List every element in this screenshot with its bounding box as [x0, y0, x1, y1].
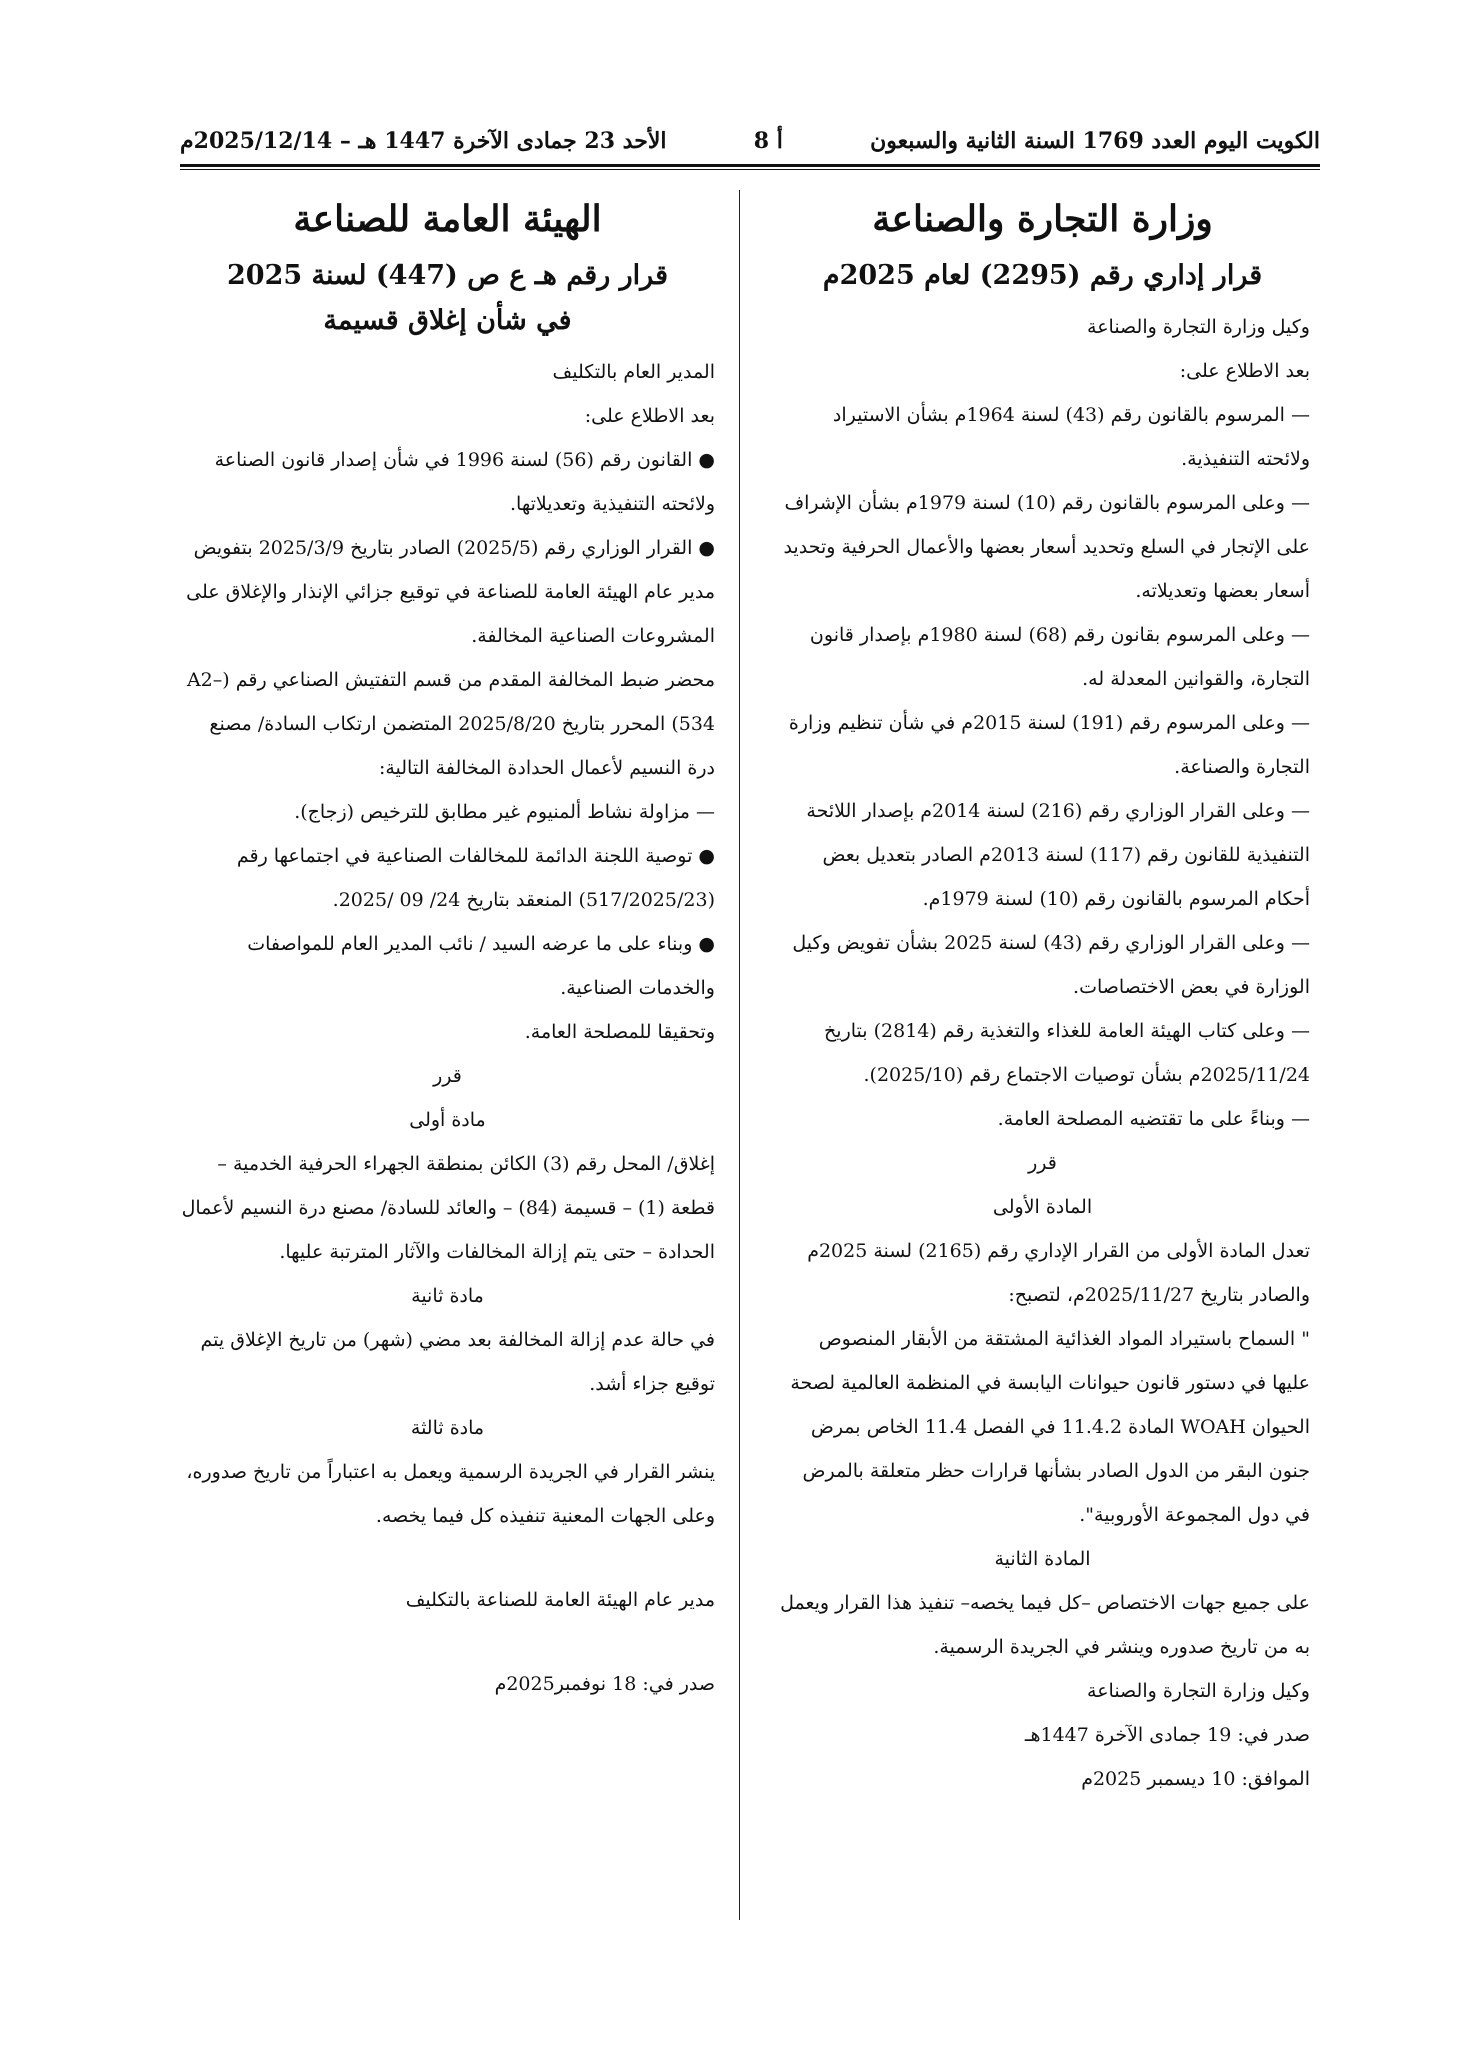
article-2-heading: المادة الثانية: [994, 1548, 1091, 1570]
article-3-heading: مادة ثالثة: [410, 1417, 485, 1439]
header-issue: الكويت اليوم العدد 1769 السنة الثانية والسبعون: [870, 128, 1320, 154]
violation-item: — مزاولة نشاط ألمنيوم غير مطابق للترخيص (زجاج).: [180, 790, 715, 834]
violation-record: محضر ضبط المخالفة المقدم من قسم التفتيش الصناعي رقم (A2–534) المحرر بتاريخ 2025/8/20 المتضمن ارتكاب السادة/ مصنع درة النسيم لأعمال الحدادة المخالفة التالية:: [186, 669, 715, 779]
decided-heading: قرر: [1028, 1152, 1057, 1174]
issue-date-gregorian: الموافق: 10 ديسمبر 2025م: [1081, 1768, 1310, 1790]
recital: — وعلى القرار الوزاري رقم (43) لسنة 2025 بشأن تفويض وكيل الوزارة في بعض الاختصاصات.: [775, 921, 1310, 1009]
preamble: بعد الاطلاع على:: [1179, 360, 1310, 382]
issuer: وكيل وزارة التجارة والصناعة: [1087, 316, 1310, 338]
recital: — وعلى المرسوم بقانون رقم (68) لسنة 1980م بإصدار قانون التجارة، والقوانين المعدلة له.: [775, 613, 1310, 701]
article-1-text: إغلاق/ المحل رقم (3) الكائن بمنطقة الجهراء الحرفية الخدمية – قطعة (1) – قسيمة (84) – والعائد للسادة/ مصنع درة النسيم لأعمال الحدادة – حتى يتم إزالة المخالفات والآثار المترتبة عليها.: [181, 1153, 715, 1263]
recital: ● القرار الوزاري رقم (2025/5) الصادر بتاريخ 2025/3/9 بتفويض مدير عام الهيئة العامة للصناعة في توقيع جزائي الإنذار والإغلاق على المشروعات الصناعية المخالفة.: [180, 526, 715, 658]
issue-date: صدر في: 18 نوفمبر2025م: [494, 1673, 715, 1695]
issuer: المدير العام بالتكليف: [552, 361, 715, 383]
header-rule-thick: [180, 164, 1320, 167]
article-1-heading: مادة أولى: [409, 1109, 486, 1131]
article-1-quote: " السماح باستيراد المواد الغذائية المشتقة من الأبقار المنصوص عليها في دستور قانون حيوانات اليابسة في المنظمة العالمية لصحة الحيوان WOAH المادة 11.4.2 في الفصل 11.4 الخاص بمرض جنون البقر من الدول الصادر بشأنها قرارات حظر متعلقة بالمرض في دول المجموعة الأوروبية".: [790, 1328, 1310, 1526]
article-1-text: تعدل المادة الأولى من القرار الإداري رقم (2165) لسنة 2025م والصادر بتاريخ 2025/11/27م، لتصبح:: [807, 1240, 1310, 1306]
authority-title: الهيئة العامة للصناعة: [293, 198, 602, 240]
recital: — وعلى كتاب الهيئة العامة للغذاء والتغذية رقم (2814) بتاريخ 2025/11/24م بشأن توصيات الاجتماع رقم (2025/10).: [775, 1009, 1310, 1097]
public-interest: وتحقيقا للمصلحة العامة.: [524, 1021, 715, 1043]
decision-number: قرار رقم هـ ع ص (447) لسنة 2025: [227, 260, 668, 291]
industry-decision-column: [180, 198, 715, 1706]
recital: — المرسوم بالقانون رقم (43) لسنة 1964م بشأن الاستيراد ولائحته التنفيذية.: [775, 393, 1310, 481]
preamble: بعد الاطلاع على:: [584, 405, 715, 427]
article-3-text: ينشر القرار في الجريدة الرسمية ويعمل به اعتباراً من تاريخ صدوره، وعلى الجهات المعنية تنفيذه كل فيما يخصه.: [186, 1461, 715, 1527]
spacer: [180, 1538, 715, 1578]
decision-subject: في شأن إغلاق قسيمة: [323, 305, 572, 336]
decided-heading: قرر: [433, 1065, 462, 1087]
decision-number: قرار إداري رقم (2295) لعام 2025م: [822, 260, 1263, 291]
recital: ● توصية اللجنة الدائمة للمخالفات الصناعية في اجتماعها رقم (517/2025/23) المنعقد بتاريخ 24/ 09 /2025.: [180, 834, 715, 922]
signature: مدير عام الهيئة العامة للصناعة بالتكليف: [405, 1589, 715, 1611]
article-2-text: على جميع جهات الاختصاص –كل فيما يخصه– تنفيذ هذا القرار ويعمل به من تاريخ صدوره وينشر في الجريدة الرسمية.: [780, 1592, 1310, 1658]
signature: وكيل وزارة التجارة والصناعة: [1087, 1680, 1310, 1702]
article-2-text: في حالة عدم إزالة المخالفة بعد مضي (شهر) من تاريخ الإغلاق يتم توقيع جزاء أشد.: [200, 1329, 715, 1395]
recital: ● القانون رقم (56) لسنة 1996 في شأن إصدار قانون الصناعة ولائحته التنفيذية وتعديلاتها.: [180, 438, 715, 526]
recital: ● وبناء على ما عرضه السيد / نائب المدير العام للمواصفات والخدمات الصناعية.: [180, 922, 715, 1010]
article-1-heading: المادة الأولى: [992, 1196, 1093, 1218]
article-2-heading: مادة ثانية: [411, 1285, 484, 1307]
header-page-number: أ 8: [753, 128, 783, 154]
page-header: [180, 124, 1320, 158]
header-date: الأحد 23 جمادى الآخرة 1447 هـ – 2025/12/14م: [180, 128, 667, 154]
recital: — وبناءً على ما تقتضيه المصلحة العامة.: [775, 1097, 1310, 1141]
column-divider: [739, 190, 740, 1920]
header-rule-thin: [180, 169, 1320, 170]
recital: — وعلى المرسوم بالقانون رقم (10) لسنة 1979م بشأن الإشراف على الإتجار في السلع وتحديد أسعار بعضها والأعمال الحرفية وتحديد أسعار بعضها وتعديلاته.: [775, 481, 1310, 613]
recital: — وعلى المرسوم رقم (191) لسنة 2015م في شأن تنظيم وزارة التجارة والصناعة.: [775, 701, 1310, 789]
ministry-title: وزارة التجارة والصناعة: [872, 198, 1213, 240]
spacer: [180, 1622, 715, 1662]
issue-date-hijri: صدر في: 19 جمادى الآخرة 1447هـ: [1024, 1724, 1310, 1746]
recital: — وعلى القرار الوزاري رقم (216) لسنة 2014م بإصدار اللائحة التنفيذية للقانون رقم (117) لسنة 2013م الصادر بتعديل بعض أحكام المرسوم بالقانون رقم (10) لسنة 1979م.: [775, 789, 1310, 921]
ministry-decision-column: [775, 198, 1310, 1801]
